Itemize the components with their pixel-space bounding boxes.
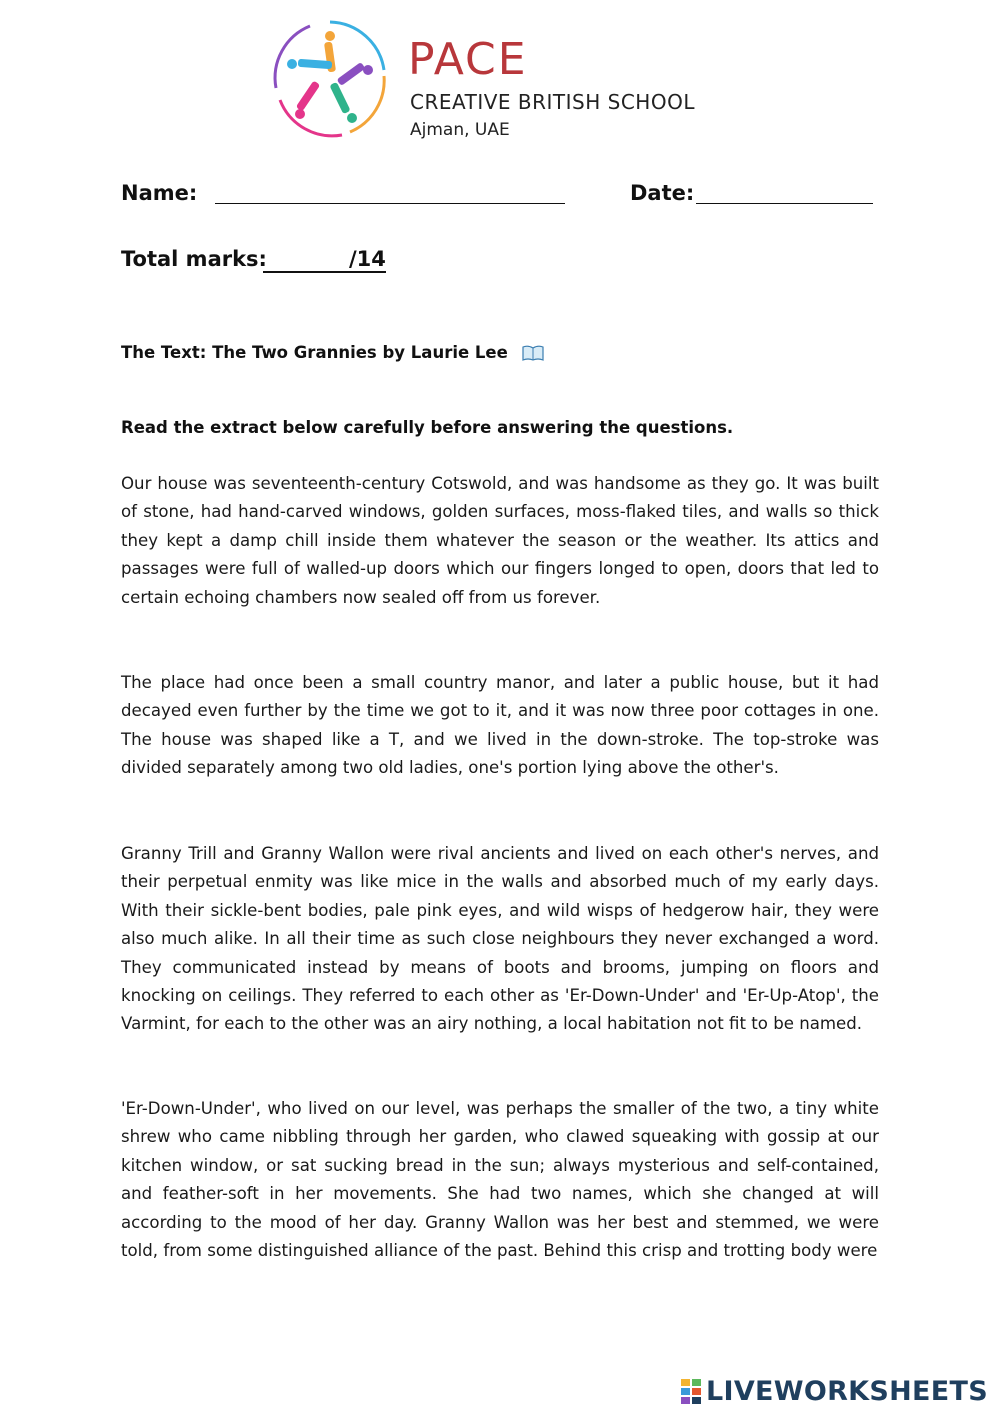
text-title-label: The Text: The Two Grannies by Laurie Lee [121,343,508,362]
total-marks-label: Total marks: [121,247,267,271]
school-name: PACE [408,34,528,85]
liveworksheets-footer [680,1374,988,1408]
text-title [121,345,544,362]
date-label: Date: [630,181,695,205]
passage-paragraph-1: Our house was seventeenth-century Cotswold, and was handsome as they go. It was built of stone, had hand-carved windows, golden surfaces, moss-flaked tiles, and walls so thick they kept a damp chill inside them whatever the season or the weather. Its attics and passages were full of walled-up doors which our fingers longed to open, doors that led to certain echoing chambers now sealed off from us forever. [121,474,879,607]
passage-paragraph-2: The place had once been a small country manor, and later a public house, but it had decayed even further by the time we got to it, and it was now three poor cottages in one. The house was shaped like a T, and we lived in the down-stroke. The top-stroke was divided separately among two old ladies, one's portion lying above the other's. [121,673,879,778]
school-logo-icon [266,14,394,142]
liveworksheets-brand: LIVEWORKSHEETS [705,1375,988,1407]
name-label: Name: [121,181,198,205]
name-field[interactable] [215,203,565,204]
instruction-text: Read the extract below carefully before answering the questions. [121,418,734,437]
passage-paragraph-3: Granny Trill and Granny Wallon were rival ancients and lived on each other's nerves, and their perpetual enmity was like mice in the walls and absorbed much of my early days. With their sickle-bent bodies, pale pink eyes, and wild wisps of hedgerow hair, they were also much alike. In all their time as such close neighbours they never exchanged a word. They communicated instead by means of boots and brooms, jumping on floors and knocking on ceilings. They referred to each other as 'Er-Down-Under' and 'Er-Up-Atop', the Varmint, for each to the other was an airy nothing, a local habitation not fit to be named. [121,844,879,1034]
date-field[interactable] [696,203,873,204]
school-subtitle: CREATIVE BRITISH SCHOOL [410,90,695,114]
passage-paragraph-4: 'Er-Down-Under', who lived on our level, was perhaps the smaller of the two, a tiny white shrew who came nibbling through her garden, who clawed squeaking with gossip at our kitchen window, or sat sucking bread in the sun; always mysterious and self-contained, and feather-soft in her movements. She had two names, which she changed at will according to the mood of her day. Granny Wallon was her best and stemmed, we were told, from some distinguished alliance of the past. Behind this crisp and trotting body were [121,1099,879,1261]
liveworksheets-logo-icon [680,1377,702,1405]
school-location: Ajman, UAE [410,120,510,140]
open-book-icon [522,345,544,361]
total-marks-field[interactable]: /14 [263,249,386,273]
